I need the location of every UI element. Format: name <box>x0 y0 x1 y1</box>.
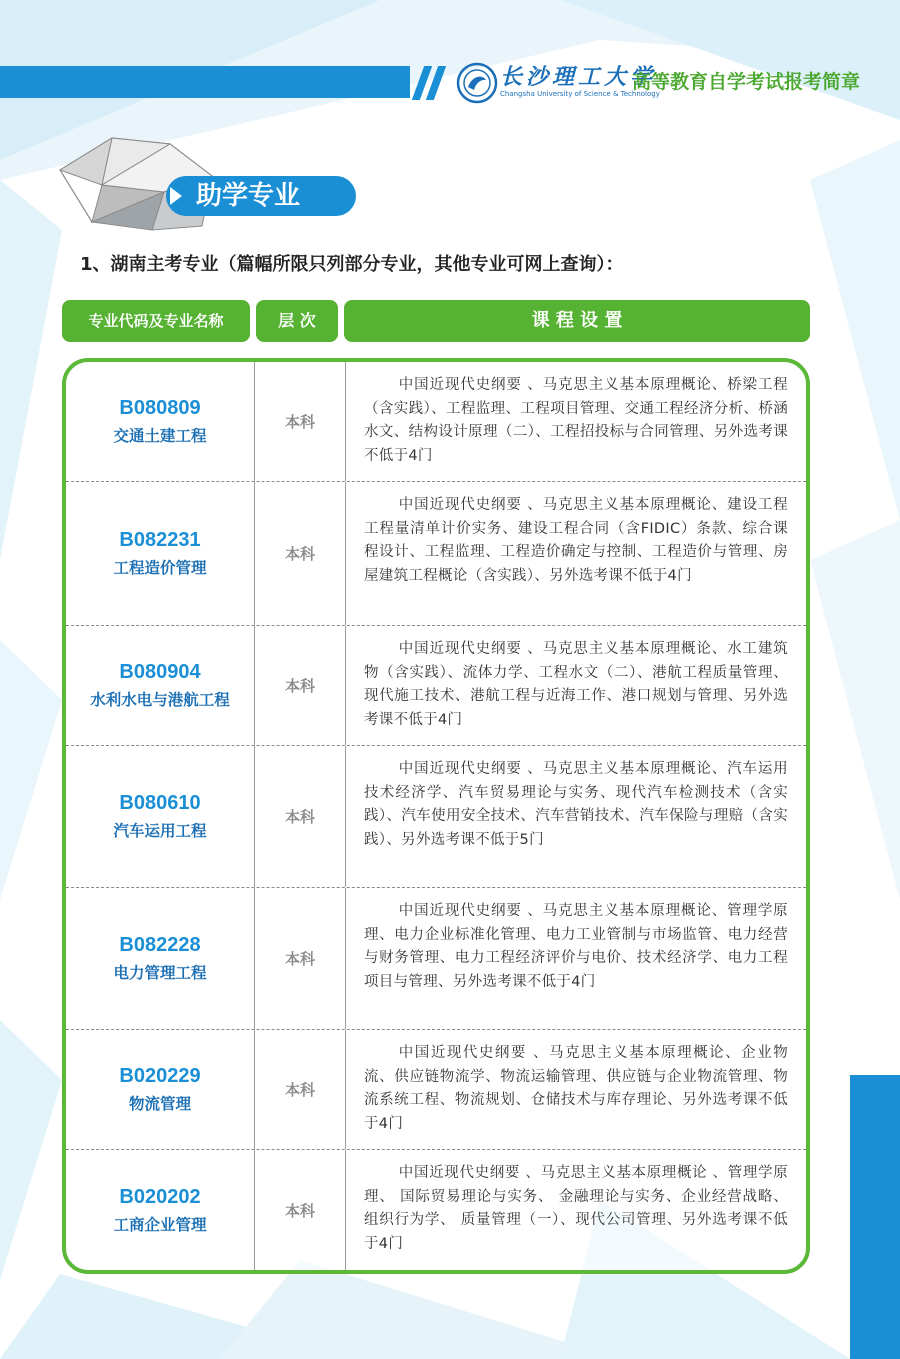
school-name-en: Changsha University of Science & Technology <box>500 90 660 98</box>
column-header-major: 专业代码及专业名称 <box>62 300 250 342</box>
table-row <box>66 626 806 746</box>
majors-table <box>66 362 806 1270</box>
table-row <box>66 888 806 1030</box>
major-name: 交通土建工程 <box>113 427 207 445</box>
major-code: B020229 <box>119 1065 201 1087</box>
courses-cell: 中国近现代史纲要 、马克思主义基本原理概论、管理学原理、电力企业标准化管理、电力工业管制与市场监管、电力经营与财务管理、电力工程经济评价与电价、技术经济学、电力工程项目与管理、另外选考课不低于4门 <box>364 903 788 990</box>
level-cell: 本科 <box>254 482 346 625</box>
major-cell <box>66 626 254 745</box>
level-cell: 本科 <box>254 888 346 1029</box>
major-cell <box>66 1150 254 1270</box>
major-code: B082231 <box>119 529 201 551</box>
arrow-right-icon <box>166 183 188 209</box>
courses-cell: 中国近现代史纲要 、马克思主义基本原理概论、建设工程工程量清单计价实务、建设工程合同（含FIDIC）条款、综合课程设计、工程监理、工程造价确定与控制、工程造价与管理、房屋建筑工程概论（含实践）、另外选考课不低于4门 <box>364 497 788 584</box>
table-row <box>66 746 806 888</box>
university-emblem-icon <box>456 62 498 104</box>
courses-cell: 中国近现代史纲要 、马克思主义基本原理概论、桥梁工程（含实践）、工程监理、工程项目管理、交通工程经济分析、桥涵水文、结构设计原理（二）、工程招投标与合同管理、另外选考课不低于4门 <box>364 377 788 464</box>
table-row <box>66 1030 806 1150</box>
subheading: 1、湖南主考专业（篇幅所限只列部分专业，其他专业可网上查询）： <box>80 254 624 275</box>
header-stripe <box>0 66 410 98</box>
courses-cell: 中国近现代史纲要 、马克思主义基本原理概论、企业物流、供应链物流学、物流运输管理、供应链与企业物流管理、物流系统工程、物流规划、仓储技术与库存理论、另外选考课不低于4门 <box>364 1045 788 1132</box>
major-cell <box>66 746 254 887</box>
major-name: 汽车运用工程 <box>113 822 207 840</box>
level-cell: 本科 <box>254 362 346 481</box>
courses-cell: 中国近现代史纲要 、马克思主义基本原理概论、汽车运用技术经济学、汽车贸易理论与实务、现代汽车检测技术（含实践）、汽车使用安全技术、汽车营销技术、汽车保险与理赔（含实践）、另外选考课不低于5门 <box>364 761 788 848</box>
major-cell <box>66 1030 254 1149</box>
major-code: B020202 <box>119 1185 201 1208</box>
level-cell: 本科 <box>254 626 346 745</box>
major-name: 工商企业管理 <box>113 1215 207 1234</box>
major-code: B080809 <box>119 397 201 419</box>
major-code: B082228 <box>119 934 201 956</box>
major-cell <box>66 482 254 625</box>
school-name: 长沙理工大学 <box>500 64 657 90</box>
level-cell: 本科 <box>254 1030 346 1149</box>
major-cell <box>66 888 254 1029</box>
major-name: 电力管理工程 <box>113 964 207 982</box>
table-row <box>66 482 806 626</box>
major-name: 物流管理 <box>128 1095 191 1113</box>
column-header-level: 层 次 <box>256 300 338 342</box>
courses-cell: 中国近现代史纲要 、马克思主义基本原理概论、水工建筑物（含实践）、流体力学、工程水文（二）、港航工程质量管理、现代施工技术、港航工程与近海工作、港口规划与管理、另外选考课不低于4门 <box>364 641 788 728</box>
table-row <box>66 1150 806 1270</box>
column-header-courses: 课 程 设 置 <box>344 300 810 342</box>
courses-cell: 中国近现代史纲要 、马克思主义基本原理概论 、管理学原理、 国际贸易理论与实务、 金融理论与实务、企业经营战略、组织行为学、 质量管理（一）、现代公司管理、另外选考课不低于4门 <box>364 1165 788 1252</box>
major-cell <box>66 362 254 481</box>
level-cell: 本科 <box>254 1150 346 1270</box>
table-row <box>66 362 806 482</box>
major-code: B080904 <box>119 661 201 683</box>
section-title: 助学专业 <box>196 181 301 211</box>
major-code: B080610 <box>119 792 201 814</box>
document-title: 高等教育自学考试报考简章 <box>632 71 861 93</box>
major-name: 水利水电与港航工程 <box>90 691 230 709</box>
page-edge-tab <box>850 1075 900 1359</box>
level-cell: 本科 <box>254 746 346 887</box>
major-name: 工程造价管理 <box>113 559 207 577</box>
